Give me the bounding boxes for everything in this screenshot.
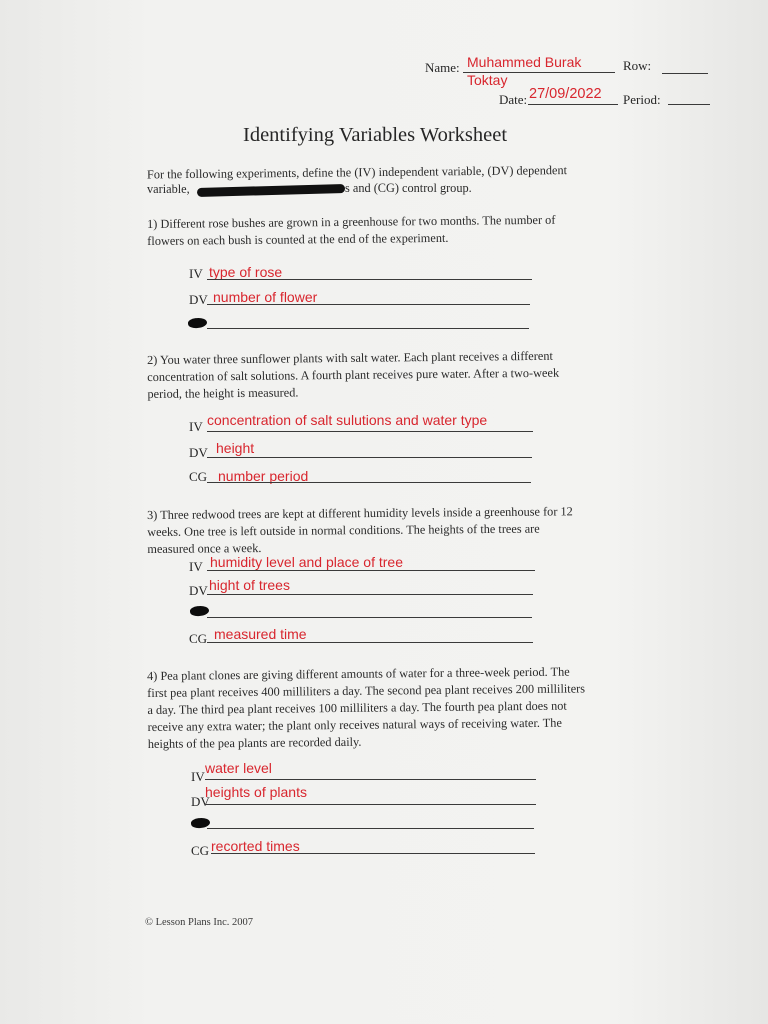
instructions-line2-end: s and (CG) control group. — [345, 181, 472, 195]
q2-cg-answer: number period — [218, 468, 309, 484]
question-1-text — [147, 211, 647, 250]
date-label: Date: — [499, 92, 528, 107]
q1-iv-answer: type of rose — [209, 264, 283, 280]
q4-third-line — [207, 828, 534, 829]
q3-dv-answer: hight of trees — [209, 577, 290, 593]
q3-iv-answer: humidity level and place of tree — [210, 554, 403, 570]
q3-iv-label: IV — [189, 559, 203, 574]
q3-cg-label: CG — [189, 631, 208, 646]
q4-iv-label: IV — [191, 769, 205, 784]
q4-iv-answer: water level — [205, 760, 272, 776]
q4-dv-answer: heights of plants — [205, 784, 307, 800]
row-label: Row: — [623, 58, 652, 73]
instructions-line2-start: variable, — [147, 182, 190, 196]
q2-iv-label: IV — [189, 419, 203, 434]
question-4-line-5: heights of the pea plants are recorded daily. — [147, 734, 362, 751]
question-4-line-3: a day. The third pea plant receives 100 milliliters a day. The fourth pea plant does not — [147, 698, 567, 717]
q3-dv-line — [207, 594, 533, 595]
question-3-line-2: weeks. One tree is left outside in normal conditions. The heights of the trees are — [147, 521, 540, 539]
q2-dv-line — [207, 457, 532, 458]
question-1-line-2: flowers on each bush is counted at the end of the experiment. — [147, 230, 449, 248]
q3-third-line — [207, 617, 532, 618]
q2-iv-answer: concentration of salt sulutions and water type — [207, 412, 488, 428]
q2-dv-answer: height — [216, 440, 255, 456]
q4-cg-line — [211, 853, 535, 854]
question-4-line-4: receive any extra water; the plant only receives natural ways of receiving water. The — [147, 715, 562, 734]
q1-dv-label: DV — [189, 292, 208, 307]
q4-dv-line — [205, 804, 536, 805]
date-line — [528, 104, 618, 105]
q1-iv-line — [207, 279, 532, 280]
q1-dv-line — [207, 304, 530, 305]
q3-iv-line — [207, 570, 535, 571]
q1-dv-answer: number of flower — [213, 289, 318, 305]
question-2-line-3: period, the height is measured. — [147, 385, 299, 401]
question-3-line-3: measured once a week. — [147, 541, 262, 556]
question-4-line-1: 4) Pea plant clones are giving different amounts of water for a three-week period. The — [147, 664, 570, 683]
q1-third-line — [207, 328, 529, 329]
q1-iv-label: IV — [189, 266, 203, 281]
q2-iv-line — [207, 431, 533, 432]
q4-dv-label: DV — [191, 794, 210, 809]
question-4-text — [147, 663, 648, 753]
period-label: Period: — [623, 92, 661, 107]
name-value-line1: Muhammed Burak — [467, 54, 582, 70]
q4-cg-answer: recorted times — [211, 838, 300, 854]
question-2-line-1: 2) You water three sunflower plants with salt water. Each plant receives a different — [147, 348, 553, 367]
q3-cg-answer: measured time — [214, 626, 307, 642]
name-label: Name: — [425, 60, 460, 75]
q2-dv-label: DV — [189, 445, 208, 460]
q2-cg-line — [207, 482, 531, 483]
question-2-line-2: concentration of salt solutions. A fourth plant receives pure water. After a two-week — [147, 365, 560, 384]
question-3-text — [147, 503, 647, 558]
period-line — [668, 104, 710, 105]
q3-dv-label: DV — [189, 583, 208, 598]
question-3-line-1: 3) Three redwood trees are kept at different humidity levels inside a greenhouse for 12 — [147, 504, 573, 522]
q2-cg-label: CG — [189, 469, 208, 484]
question-1-line-1: 1) Different rose bushes are grown in a greenhouse for two months. The number of — [147, 212, 556, 231]
copyright-footer: © Lesson Plans Inc. 2007 — [145, 917, 254, 928]
instructions-line1: For the following experiments, define the (IV) independent variable, (DV) dependent — [146, 163, 568, 182]
date-value: 27/09/2022 — [529, 86, 602, 102]
name-value-line2: Toktay — [467, 72, 508, 88]
question-2-text — [147, 347, 648, 403]
worksheet-title: Identifying Variables Worksheet — [243, 124, 508, 146]
q4-iv-line — [205, 779, 536, 780]
q3-cg-line — [207, 642, 533, 643]
q4-cg-label: CG — [191, 843, 210, 858]
question-4-line-2: first pea plant receives 400 milliliters a day. The second pea plant receives 200 milliliters — [147, 681, 586, 700]
row-line — [662, 73, 708, 74]
